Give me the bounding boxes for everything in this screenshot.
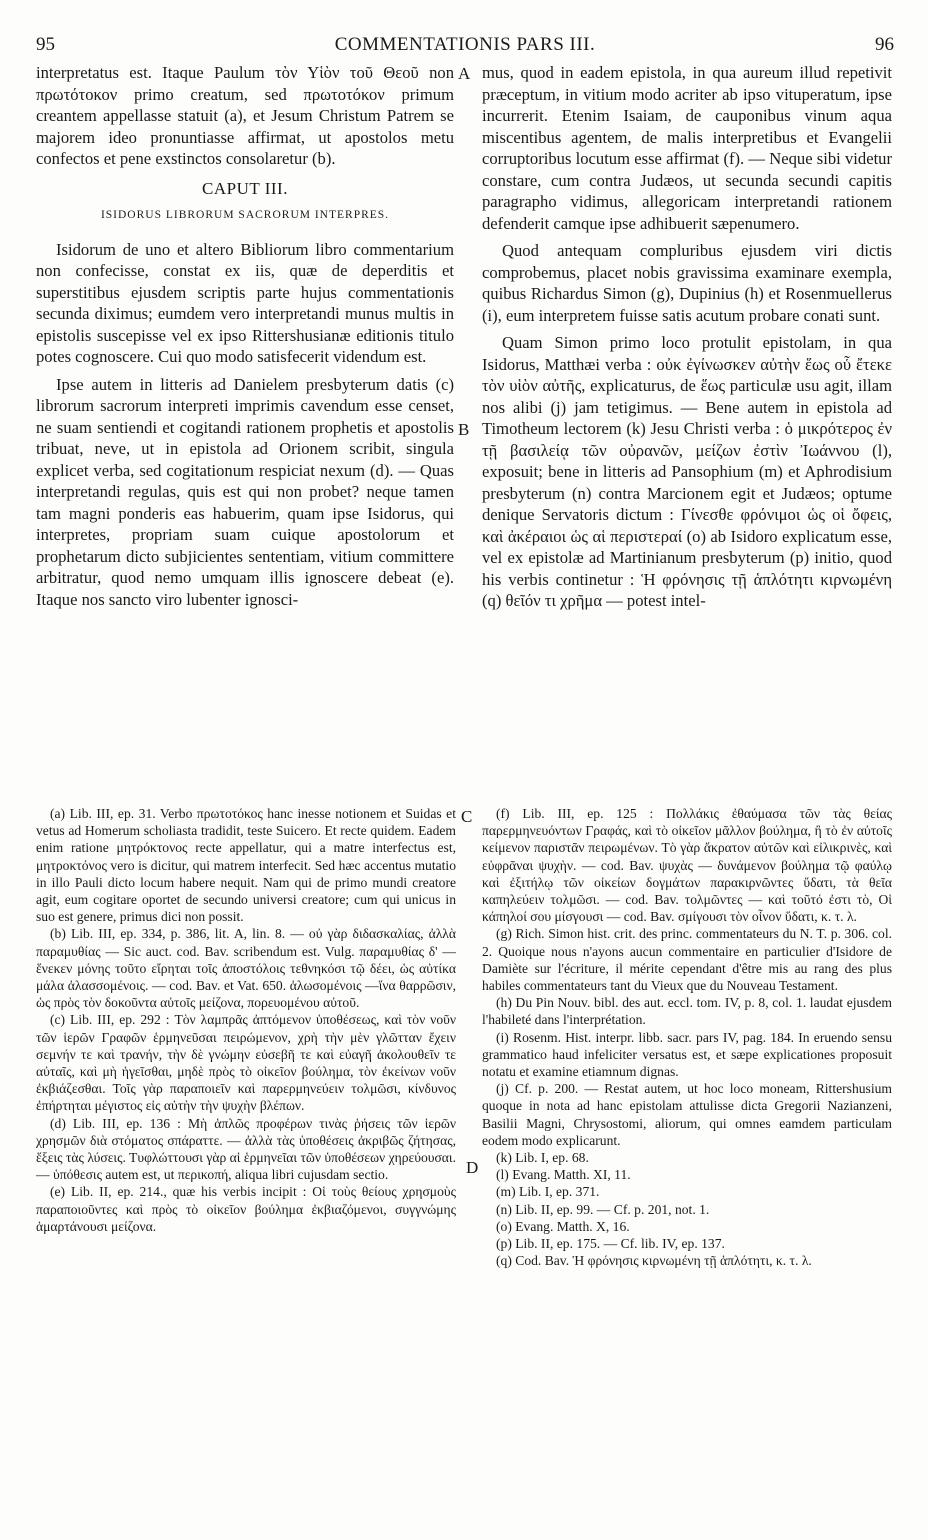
footnote: (n) Lib. II, ep. 99. — Cf. p. 201, not. 1. [496,1201,710,1217]
footnote: (l) Evang. Matth. XI, 11. [496,1167,631,1183]
footnote: (o) Evang. Matth. X, 16. [496,1218,630,1234]
running-header [36,34,894,60]
paragraph: Isidorum de uno et altero Bibliorum libro commentarium non confecisse, constat ex iis, quæ de deperditis et superstitibus ejusdem scriptis parte hujus commentationis secunda diximus; eumdem vero interpretandi munus multis in epistolis suscepisse vel ex ipso Rittershusianæ editionis titulo potes cognoscere. Cui quo modo satisfecerit videndum est. [36,239,454,366]
footnote: (e) Lib. II, ep. 214., quæ his verbis incipit : Οἱ τοὺς θείους χρησμοὺς παραποιοῦντες καὶ πρὸς τὸ οἰκεῖον βούλημα ἐκβιαζόμενοι, συγγνώμης ἁμαρτάνουσι μείζονα. [36,1184,456,1234]
footnote: (p) Lib. II, ep. 175. — Cf. lib. IV, ep. 137. [496,1236,725,1252]
section-marker-b: B [458,420,470,439]
footnote: (m) Lib. I, ep. 371. [496,1184,600,1200]
footnote: (c) Lib. III, ep. 292 : Τὸν λαμπρᾶς ἀπτόμενον ὑποθέσεως, καὶ τὸν νοῦν τῶν ἱερῶν Γραφῶν ἑρμηνεῦσαι πειρώμενον, χρὴ τὴν μὲν γλῶτταν ἔχειν σεμνήν τε καὶ τρανήν, τὴν δὲ γνώμην εὐσεβῆ τε καὶ εὐαγῆ ἀκολουθεῖν τε αὐταῖς, καὶ μὴ ἡγεῖσθαι, μηδὲ πρὸς τὸ οἰκεῖον βούλημα, τὸν ἐκείνων νοῦν ἐκβιάζεσθαι. Τοῖς γὰρ παραποιεῖν καὶ παρερμηνεύειν τολμῶσι, κίνδυνος ἐπήρτηται μέγιστος εἰς αὐτὴν τὴν ψυχὴν βλέπων. [36,1012,456,1114]
footnote: (j) Cf. p. 200. — Restat autem, ut hoc loco moneam, Rittershusium quoque in nota ad hanc epistolam attulisse dicta Gregorii Nazianzeni, Basilii Magni, Chrysostomi, aliorum, qui omnes eamdem particulam eodem modo explicarunt. [482,1081,892,1148]
main-text-right-column [482,62,892,612]
footnote: (i) Rosenm. Hist. interpr. libb. sacr. pars IV, pag. 184. In eruendo sensu grammatico haud infeliciter versatus est, et sæpe explicationes proposuit notatu et examine etiamnum dignas. [482,1029,892,1080]
paragraph: Quod antequam compluribus ejusdem viri dictis comprobemus, placet nobis gravissima examinare exempla, quibus Richardus Simon (g), Dupinius (h) et Rosenmuellerus (i), eum interpretem fuisse satis acutum probare conati sunt. [482,241,892,325]
section-marker-c: C [461,807,473,826]
section-marker-d: D [466,1158,479,1177]
section-marker-a: A [458,64,471,83]
footnote: (g) Rich. Simon hist. crit. des princ. commentateurs du N. T. p. 306. col. 2. Quoique nous n'ayons aucun commentaire en particulier d'Isidore de Damiète sur l'écriture, il mérite cependant d'être mis au rang des plus habiles commentateurs tant du Vieux que du Nouveau Testament. [482,926,892,994]
page-number-right: 96 [875,34,894,55]
footnote: (b) Lib. III, ep. 334, p. 386, lit. A, lin. 8. — οὐ γὰρ διδασκαλίας, ἀλλὰ παραμυθίας — Sic auct. cod. Bav. scribendum est. Vulg. παραμυθίας δ' — ἕνεκεν μόνης τοῦτο εἴρηται τοῖς ἀποστόλοις τεθνηκόσι τῷ δέει, ὡς αὐτίκα μάλα ἀλασσομένοις. — cod. Bav. et Vat. 650. ἁλωσομένοις —ἵνα θαρρῶσιν, ὡς πρὸς τὸν δοκοῦντα αὐτοῖς μείζονα, πορευομένου αὐτοῦ. [36,926,456,1011]
footnote: (k) Lib. I, ep. 68. [496,1150,589,1166]
footnotes-left-column [36,805,456,1235]
footnote: (a) Lib. III, ep. 31. Verbo πρωτοτόκος hanc inesse notionem et Suidas et vetus ad Homerum scholiasta tradidit, teste Suicero. Et recte quidem. Eadem enim ratione μητρόκτονος recte appellatur, qui a matre interfectus est, μητροκτόνος vero is dicitur, qui matrem interfecit. Sed hæc accentus mutatio in illo Pauli dicto locum habere nequit. Nam qui de primo mundi creatore agit, eum cogitare oportet de secundo universi creatore; cum qui unicus in suo est genere, primus dici non possit. [36,806,456,925]
paragraph: mus, quod in eadem epistola, in qua aureum illud repetivit præceptum, in vitium modo acriter ab ipso vituperatum, ipse incurrerit. Etenim Isaiam, de cauponibus vinum aqua miscentibus agentem, de malis interpretibus et Evangelii corruptoribus locutum esse affirmat (f). — Neque sibi videtur constare, cum contra Judæos, ut secunda secundi capitis paragrapho vidimus, allegoricam interpretandi rationem defenderit camque ipse adhibuerit sæpenumero. [482,63,892,233]
page-number-left: 95 [36,34,55,55]
footnote: (d) Lib. III, ep. 136 : Μὴ ἁπλῶς προφέρων τινὰς ῥήσεις τῶν ἱερῶν χρησμῶν διὰ στόματος σπάραττε. — ἀλλὰ τὰς ὑποθέσεις ἀκριβῶς ζήτησας, ἕξεις τὰς λύσεις. Τυφλώττουσι γὰρ αἱ ἑρμηνεῖαι τῶν ὑποθέσεων χηρεύουσαι. — ὑπόθεσις autem est, ut περικοπή, aliqua libri cujusdam sectio. [36,1115,456,1183]
paragraph: Quam Simon primo loco protulit epistolam, in qua Isidorus, Matthæi verba : οὐκ ἐγίνωσκεν αὐτὴν ἕως οὗ ἔτεκε τὸν υἱὸν αὐτῆς, explicaturus, de ἕως particulæ usu agit, illam nos alibi (j) jam tetigimus. — Bene autem in epistola ad Timotheum lectorem (k) Jesu Christi verba : ὁ μικρότερος ἐν τῇ βασιλείᾳ τῶν οὐρανῶν, μείζων ἐστὶν Ἰωάννου (l), exposuit; bene in litteris ad Pansophium (m) et Aphrodisium presbyterum (n) contra Marcionem egit et Judæos; optume denique Servatoris dictum : Γίνεσθε φρόνιμοι ὡς οἱ ὄφεις, καὶ ἀκέραιοι ὡς αἱ περιστεραί (o) ab Isidoro explicatum esse, vel ex epistolæ ad Martinianum presbyterum (p) initio, quod his verbis continetur : Ἡ φρόνησις τῇ ἁπλότητι κιρνωμένη (q) θεῖόν τι χρῆμα — potest intel- [482,333,892,610]
footnotes-right-column [482,805,892,1269]
chapter-heading: CAPUT III. [202,178,288,198]
footnote: (q) Cod. Bav. Ἡ φρόνησις κιρνωμένη τῇ ἁπλότητι, κ. τ. λ. [496,1253,812,1269]
footnote: (h) Du Pin Nouv. bibl. des aut. eccl. tom. IV, p. 8, col. 1. laudat ejusdem l'habileté dans l'interprétation. [482,995,892,1028]
paragraph: Ipse autem in litteris ad Danielem presbyterum datis (c) librorum sacrorum interpreti imprimis cavendum esse censet, ne suam sentiendi et cogitandi rationem prophetis et apostolis tribuat, neve, ut in epistola ad Orionem scribit, singula explicet verba, sed cogitationum respiciat nexum (d). — Quas interpretandi regulas, quis est qui non probet? neque tamen tam magni ponderis eas habuerim, quam ipse Isidorus, qui interpretes, propriam suam cuique apostolorum et prophetarum dicto subjicientes sententiam, vitium committere arbitratur, quod nemo umquam illis ignoscere debeat (e). Itaque nos sancto viro lubenter ignosci- [36,374,454,609]
paragraph: interpretatus est. Itaque Paulum τὸν Υἱὸν τοῦ Θεοῦ non πρωτότοκον primo creatum, sed πρωτοτόκον primum creantem appellasse statuit (a), et Jesum Christum Patrem se majorem ideo pronuntiasse affirmat, ut apostolos metu confectos et pene exstinctos consolaretur (b). [36,63,454,168]
footnote: (f) Lib. III, ep. 125 : Πολλάκις ἐθαύμασα τῶν τὰς θείας παρερμηνευόντων Γραφάς, καὶ τὸ οἰκεῖον μᾶλλον βούλημα, ἢ τὸ ἐν αὐτοῖς κείμενον παριστᾶν πειρωμένων. Τὸ γὰρ ἄκρατον αὐτῶν καὶ εἰλικρινὲς, καὶ εὐφρᾶναι ψυχὴν. — cod. Bav. ψυχὰς — δυνάμενον βούλημα τῷ φαύλῳ καὶ ἐξιτήλῳ τῶν οἰκείων δογμάτων παρακιρνῶντες ὕδατι, τὰ θεῖα καπηλεύειν τολμῶσι. — cod. Bav. τολμῶντες — καὶ τοῦτό ἐστι τὸ, Οἱ κάπηλοί σου μίσγουσι — cod. Bav. σμίγουσι τὸν οἶνον ὕδατι, κ. τ. λ. [482,806,892,925]
running-title: COMMENTATIONIS PARS III. [334,34,596,55]
chapter-subheading: ISIDORUS LIBRORUM SACRORUM INTERPRES. [100,209,390,221]
main-text-left-column [36,62,454,610]
